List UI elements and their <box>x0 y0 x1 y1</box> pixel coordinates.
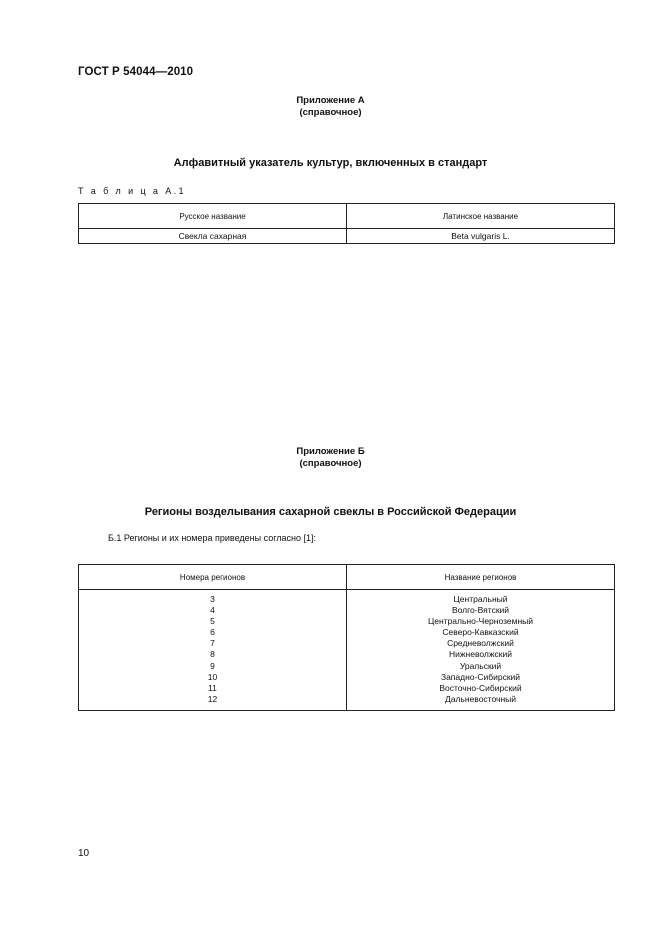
annex-a-title <box>0 95 661 119</box>
crops-table <box>78 203 615 244</box>
region-name: Северо-Кавказский <box>442 627 519 638</box>
region-number: 7 <box>210 638 215 649</box>
region-number: 8 <box>210 649 215 660</box>
document-header: ГОСТ Р 54044—2010 <box>78 66 194 78</box>
region-number: 5 <box>210 616 215 627</box>
regions-table <box>78 564 615 711</box>
annex-b-heading: Регионы возделывания сахарной свеклы в Российской Федерации <box>144 506 517 518</box>
region-name: Нижневолжский <box>448 649 513 660</box>
region-number: 4 <box>210 605 215 616</box>
annex-a-kind: (справочное) <box>299 107 362 118</box>
table-row <box>79 590 615 711</box>
table-header-row <box>79 565 615 590</box>
region-name: Центрально-Черноземный <box>427 616 534 627</box>
region-name: Уральский <box>459 660 502 671</box>
table-a-caption: Т а б л и ц а А.1 <box>78 186 186 196</box>
region-number: 10 <box>207 671 218 682</box>
region-number: 12 <box>207 693 218 704</box>
region-name: Средневолжский <box>447 638 514 649</box>
annex-b-label: Приложение Б <box>296 446 365 457</box>
region-name: Центральный <box>453 594 508 604</box>
region-number: 6 <box>210 627 215 638</box>
column-header-region-name: Название регионов <box>347 565 615 590</box>
region-number: 3 <box>210 594 215 604</box>
cell-russian-name: Свекла сахарная <box>79 229 347 244</box>
region-number: 9 <box>210 660 215 671</box>
region-numbers-cell <box>79 590 347 711</box>
annex-b-kind: (справочное) <box>299 458 362 469</box>
region-name: Западно-Сибирский <box>440 671 521 682</box>
region-name: Волго-Вятский <box>451 605 510 616</box>
page-number: 10 <box>78 848 90 859</box>
region-number: 11 <box>208 682 217 693</box>
column-header-latin-name: Латинское название <box>347 204 615 229</box>
cell-latin-name: Beta vulgaris L. <box>347 229 615 244</box>
region-name: Восточно-Сибирский <box>439 682 522 693</box>
annex-a-label: Приложение А <box>296 95 365 106</box>
annex-a-heading: Алфавитный указатель культур, включенных в стандарт <box>173 157 488 169</box>
annex-b-title <box>0 446 661 470</box>
column-header-region-number: Номера регионов <box>79 565 347 590</box>
table-header-row <box>79 204 615 229</box>
region-names-cell <box>347 590 615 711</box>
column-header-russian-name: Русское название <box>79 204 347 229</box>
table-row <box>79 229 615 244</box>
annex-b-paragraph: Б.1 Регионы и их номера приведены согласно [1]: <box>108 533 317 543</box>
region-name: Дальневосточный <box>444 693 516 704</box>
